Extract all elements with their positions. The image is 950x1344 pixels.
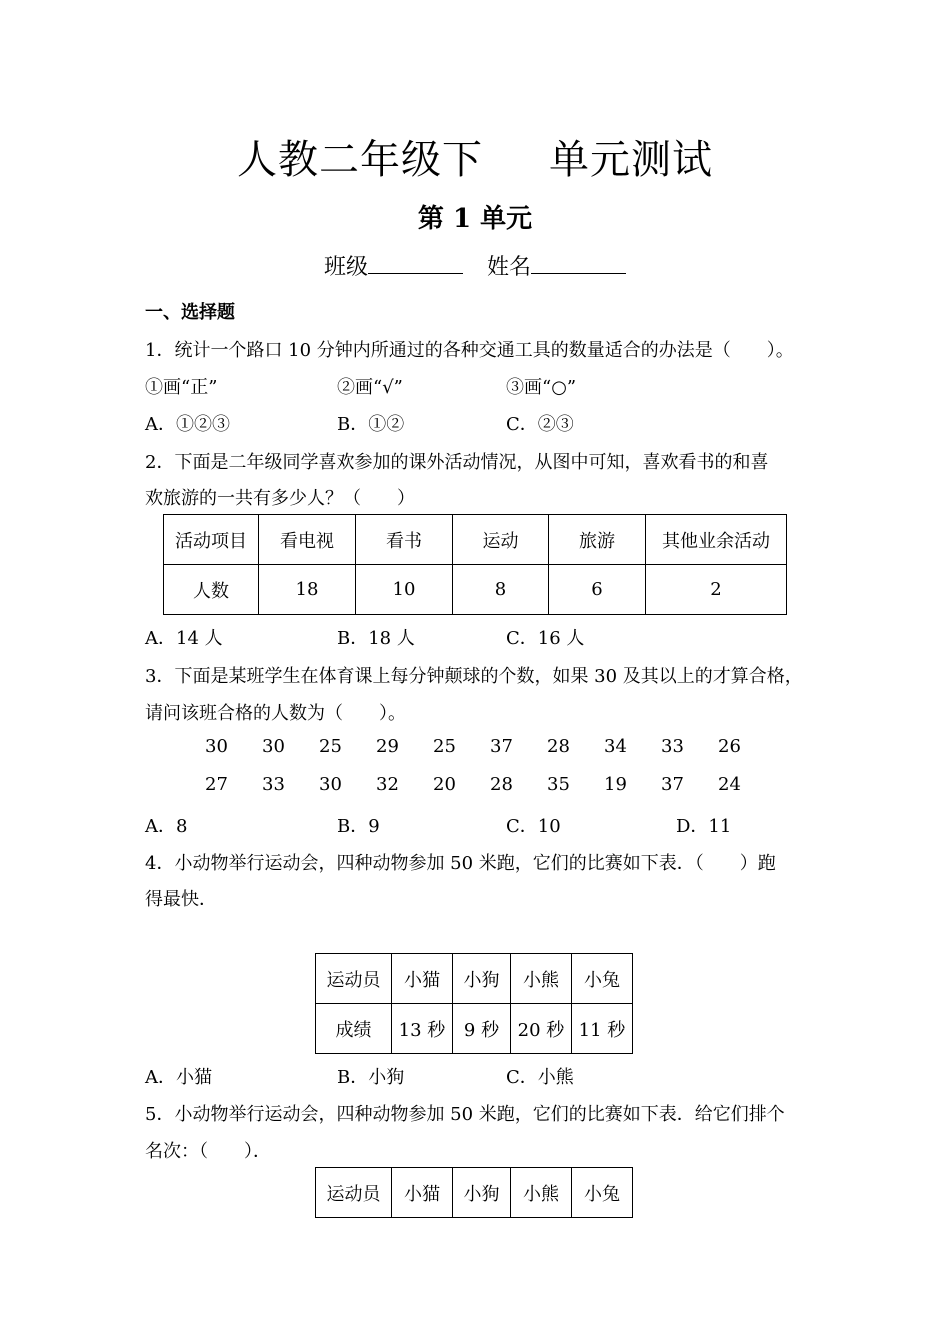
table-cell: 小猫 xyxy=(392,954,453,1004)
data-value: 25 xyxy=(433,736,456,757)
table-cell: 活动项目 xyxy=(164,515,259,565)
table-cell: 18 xyxy=(259,565,356,615)
data-value: 25 xyxy=(319,736,342,757)
q1-method-1: ①画“正” xyxy=(145,377,218,398)
table-cell: 小狗 xyxy=(453,1168,511,1218)
q2-option-a[interactable]: A．14 人 xyxy=(145,628,223,649)
q3-option-b[interactable]: B．9 xyxy=(337,816,380,837)
table-cell: 看电视 xyxy=(259,515,356,565)
data-value: 20 xyxy=(433,774,456,795)
q4-stem-line2: 得最快． xyxy=(145,889,217,910)
q3-stem-line2: 请问该班合格的人数为（ ）。 xyxy=(145,703,406,724)
table-cell: 8 xyxy=(453,565,549,615)
table-row xyxy=(164,565,787,615)
data-value: 33 xyxy=(262,774,285,795)
table-header-row xyxy=(316,954,633,1004)
table-row xyxy=(316,1004,633,1054)
class-blank[interactable] xyxy=(368,253,463,274)
table-cell: 看书 xyxy=(356,515,453,565)
q3-option-d[interactable]: D．11 xyxy=(676,816,732,837)
q5-race-table xyxy=(315,1167,633,1218)
q4-option-c[interactable]: C．小熊 xyxy=(506,1067,574,1088)
data-value: 30 xyxy=(262,736,285,757)
q4-option-a[interactable]: A．小猫 xyxy=(145,1067,212,1088)
data-value: 35 xyxy=(547,774,570,795)
q3-data-row-2 xyxy=(188,774,758,795)
q2-stem-line1: 2．下面是二年级同学喜欢参加的课外活动情况，从图中可知，喜欢看书的和喜 xyxy=(145,452,769,473)
data-value: 19 xyxy=(604,774,627,795)
data-value: 30 xyxy=(205,736,228,757)
title-right: 单元测试 xyxy=(549,137,713,183)
unit-subtitle: 第 1 单元 xyxy=(417,204,533,234)
q3-option-a[interactable]: A．8 xyxy=(145,816,188,837)
table-cell: 成绩 xyxy=(316,1004,392,1054)
table-cell: 小兔 xyxy=(572,1168,633,1218)
section-heading: 一、选择题 xyxy=(145,302,235,323)
q4-option-b[interactable]: B．小狗 xyxy=(337,1067,405,1088)
q2-activity-table xyxy=(163,514,787,615)
q2-option-b[interactable]: B．18 人 xyxy=(337,628,415,649)
q3-data-row-1 xyxy=(188,736,758,757)
q1-option-a[interactable]: A．①②③ xyxy=(145,414,230,435)
data-value: 26 xyxy=(718,736,741,757)
q1-option-c[interactable]: C．②③ xyxy=(506,414,574,435)
data-value: 28 xyxy=(547,736,570,757)
data-value: 37 xyxy=(661,774,684,795)
table-cell: 其他业余活动 xyxy=(646,515,787,565)
name-label: 姓名 xyxy=(487,255,532,280)
table-cell: 运动员 xyxy=(316,1168,392,1218)
table-cell: 小猫 xyxy=(392,1168,453,1218)
table-cell: 人数 xyxy=(164,565,259,615)
q1-method-3: ③画“○” xyxy=(506,377,577,398)
name-blank[interactable] xyxy=(531,253,626,274)
q3-stem-line1: 3．下面是某班学生在体育课上每分钟颠球的个数，如果 30 及其以上的才算合格， xyxy=(145,666,803,687)
table-cell: 11 秒 xyxy=(572,1004,633,1054)
table-cell: 6 xyxy=(549,565,646,615)
q5-stem-line2: 名次：（ ）． xyxy=(145,1141,271,1162)
table-header-row xyxy=(316,1168,633,1218)
table-header-row xyxy=(164,515,787,565)
table-cell: 9 秒 xyxy=(453,1004,511,1054)
class-label: 班级 xyxy=(323,255,368,280)
data-value: 28 xyxy=(490,774,513,795)
data-value: 27 xyxy=(205,774,228,795)
q3-option-c[interactable]: C．10 xyxy=(506,816,561,837)
q2-option-c[interactable]: C．16 人 xyxy=(506,628,585,649)
q4-race-table xyxy=(315,953,633,1054)
table-cell: 小兔 xyxy=(572,954,633,1004)
q4-stem-line1: 4．小动物举行运动会，四种动物参加 50 米跑，它们的比赛如下表．（ ）跑 xyxy=(145,853,776,874)
data-value: 37 xyxy=(490,736,513,757)
table-cell: 运动 xyxy=(453,515,549,565)
table-cell: 运动员 xyxy=(316,954,392,1004)
q1-method-2: ②画“√” xyxy=(337,377,403,398)
table-cell: 20 秒 xyxy=(511,1004,572,1054)
table-cell: 10 xyxy=(356,565,453,615)
q5-stem-line1: 5．小动物举行运动会，四种动物参加 50 米跑，它们的比赛如下表．给它们排个 xyxy=(145,1104,785,1125)
table-cell: 小狗 xyxy=(453,954,511,1004)
data-value: 30 xyxy=(319,774,342,795)
data-value: 24 xyxy=(718,774,741,795)
q1-option-b[interactable]: B．①② xyxy=(337,414,405,435)
data-value: 33 xyxy=(661,736,684,757)
data-value: 34 xyxy=(604,736,627,757)
table-cell: 旅游 xyxy=(549,515,646,565)
page-title xyxy=(0,128,950,185)
data-value: 32 xyxy=(376,774,399,795)
q2-stem-line2: 欢旅游的一共有多少人？（ ） xyxy=(145,488,415,509)
title-left: 人教二年级下 xyxy=(237,137,483,183)
q1-stem: 1．统计一个路口 10 分钟内所通过的各种交通工具的数量适合的办法是（ ）。 xyxy=(145,340,794,361)
data-value: 29 xyxy=(376,736,399,757)
student-info-line xyxy=(0,250,950,281)
table-cell: 小熊 xyxy=(511,954,572,1004)
table-cell: 小熊 xyxy=(511,1168,572,1218)
table-cell: 2 xyxy=(646,565,787,615)
table-cell: 13 秒 xyxy=(392,1004,453,1054)
